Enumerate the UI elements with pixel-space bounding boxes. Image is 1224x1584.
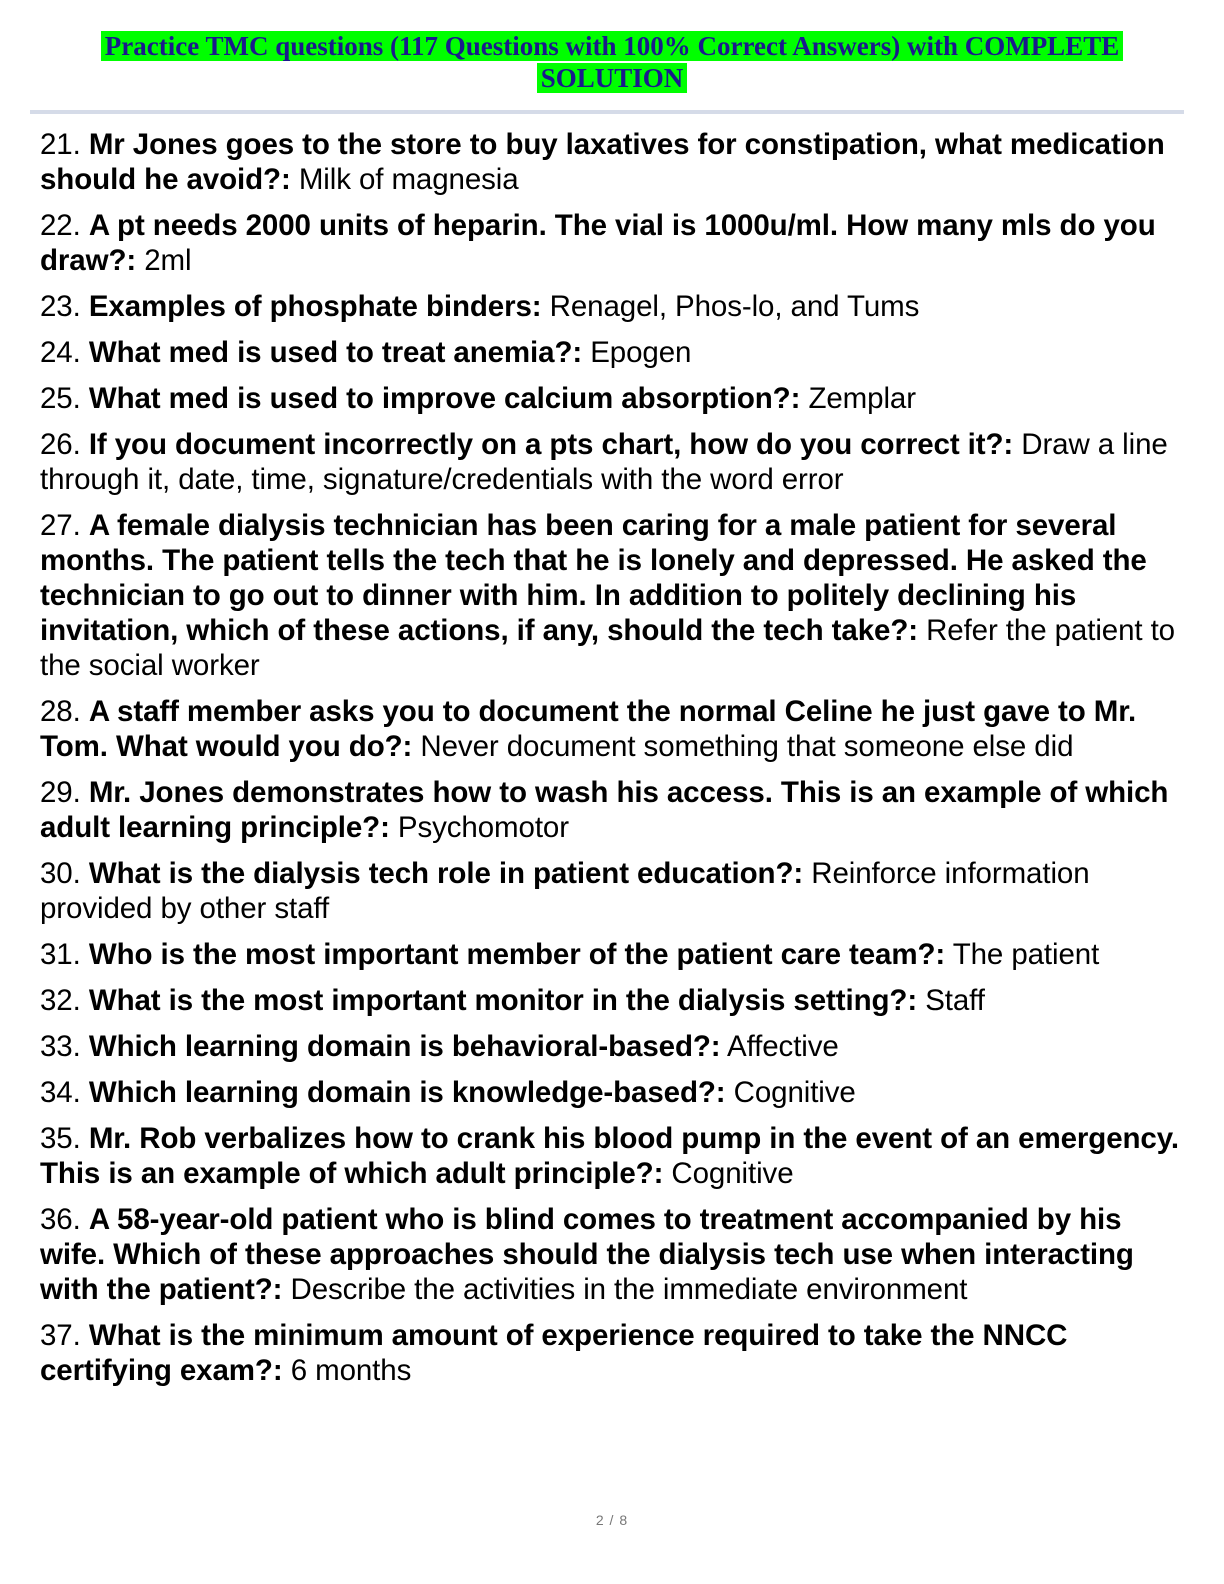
document-title <box>60 30 1164 94</box>
question-text: Which learning domain is behavioral-based?: <box>88 1030 721 1063</box>
question-text: Mr Jones goes to the store to buy laxatives for constipation, what medication should he avoid?: <box>40 128 1165 196</box>
question-text: A pt needs 2000 units of heparin. The vial is 1000u/ml. How many mls do you draw?: <box>40 209 1156 277</box>
question-item <box>40 427 1180 497</box>
question-item <box>40 937 1180 972</box>
question-text: A staff member asks you to document the normal Celine he just gave to Mr. Tom. What would you do?: <box>40 695 1137 763</box>
question-number: 29. <box>40 776 81 809</box>
question-number: 33. <box>40 1030 81 1063</box>
answer-text: Never document something that someone else did <box>420 730 1074 763</box>
answer-text: Reinforce information provided by other staff <box>40 857 1090 925</box>
answer-text: 2ml <box>144 244 192 277</box>
question-text: What med is used to improve calcium absorption?: <box>88 382 801 415</box>
question-text: Who is the most important member of the patient care team?: <box>88 938 946 971</box>
question-number: 36. <box>40 1203 81 1236</box>
answer-text: Describe the activities in the immediate environment <box>290 1273 968 1306</box>
question-item <box>40 127 1180 197</box>
question-item <box>40 1202 1180 1307</box>
question-number: 30. <box>40 857 81 890</box>
question-item <box>40 335 1180 370</box>
answer-text: Psychomotor <box>397 811 569 844</box>
answer-text: The patient <box>952 938 1100 971</box>
answer-text: Renagel, Phos-lo, and Tums <box>549 290 920 323</box>
question-item <box>40 694 1180 764</box>
question-item <box>40 208 1180 278</box>
question-item <box>40 1029 1180 1064</box>
answer-text: Cognitive <box>671 1157 794 1190</box>
question-number: 26. <box>40 428 81 461</box>
question-number: 28. <box>40 695 81 728</box>
document-title-text: Practice TMC questions (117 Questions with 100% Correct Answers) with COMPLETE SOLUTION <box>101 31 1123 93</box>
question-text: A female dialysis technician has been caring for a male patient for several months. The patient tells the tech that he is lonely and depressed. He asked the technician to go out to dinner with him. In addition to politely declining his invitation, which of these actions, if any, should the tech take?: <box>40 509 1147 647</box>
question-item <box>40 1121 1180 1191</box>
question-list <box>40 127 1180 1399</box>
question-item <box>40 775 1180 845</box>
question-number: 31. <box>40 938 81 971</box>
question-item <box>40 1318 1180 1388</box>
answer-text: Zemplar <box>808 382 916 415</box>
question-number: 37. <box>40 1319 81 1352</box>
question-text: Mr. Jones demonstrates how to wash his access. This is an example of which adult learning principle?: <box>40 776 1169 844</box>
question-item <box>40 508 1180 683</box>
question-number: 21. <box>40 128 81 161</box>
question-text: If you document incorrectly on a pts chart, how do you correct it?: <box>88 428 1014 461</box>
question-text: Examples of phosphate binders: <box>88 290 542 323</box>
question-number: 23. <box>40 290 81 323</box>
question-item <box>40 856 1180 926</box>
question-number: 22. <box>40 209 81 242</box>
header-divider <box>30 110 1184 114</box>
page-number: 2 / 8 <box>595 1512 629 1528</box>
question-text: What is the minimum amount of experience required to take the NNCC certifying exam?: <box>40 1319 1068 1387</box>
question-item <box>40 1075 1180 1110</box>
question-number: 27. <box>40 509 81 542</box>
question-text: What med is used to treat anemia?: <box>88 336 583 369</box>
answer-text: 6 months <box>290 1354 412 1387</box>
question-text: Mr. Rob verbalizes how to crank his blood pump in the event of an emergency. This is an example of which adult principle?: <box>40 1122 1179 1190</box>
answer-text: Draw a line through it, date, time, signature/credentials with the word error <box>40 428 1168 496</box>
question-number: 24. <box>40 336 81 369</box>
answer-text: Affective <box>727 1030 839 1063</box>
question-number: 25. <box>40 382 81 415</box>
answer-text: Staff <box>925 984 985 1017</box>
question-item <box>40 381 1180 416</box>
question-number: 35. <box>40 1122 81 1155</box>
question-number: 34. <box>40 1076 81 1109</box>
question-text: Which learning domain is knowledge-based?: <box>88 1076 726 1109</box>
question-text: A 58-year-old patient who is blind comes to treatment accompanied by his wife. Which of these approaches should the dialysis tech use when interacting with the patient?: <box>40 1203 1134 1306</box>
answer-text: Epogen <box>590 336 692 369</box>
question-number: 32. <box>40 984 81 1017</box>
answer-text: Refer the patient to the social worker <box>40 614 1175 682</box>
question-text: What is the dialysis tech role in patient education?: <box>88 857 804 890</box>
answer-text: Milk of magnesia <box>298 163 519 196</box>
question-item <box>40 983 1180 1018</box>
question-item <box>40 289 1180 324</box>
question-text: What is the most important monitor in the dialysis setting?: <box>88 984 918 1017</box>
answer-text: Cognitive <box>733 1076 856 1109</box>
